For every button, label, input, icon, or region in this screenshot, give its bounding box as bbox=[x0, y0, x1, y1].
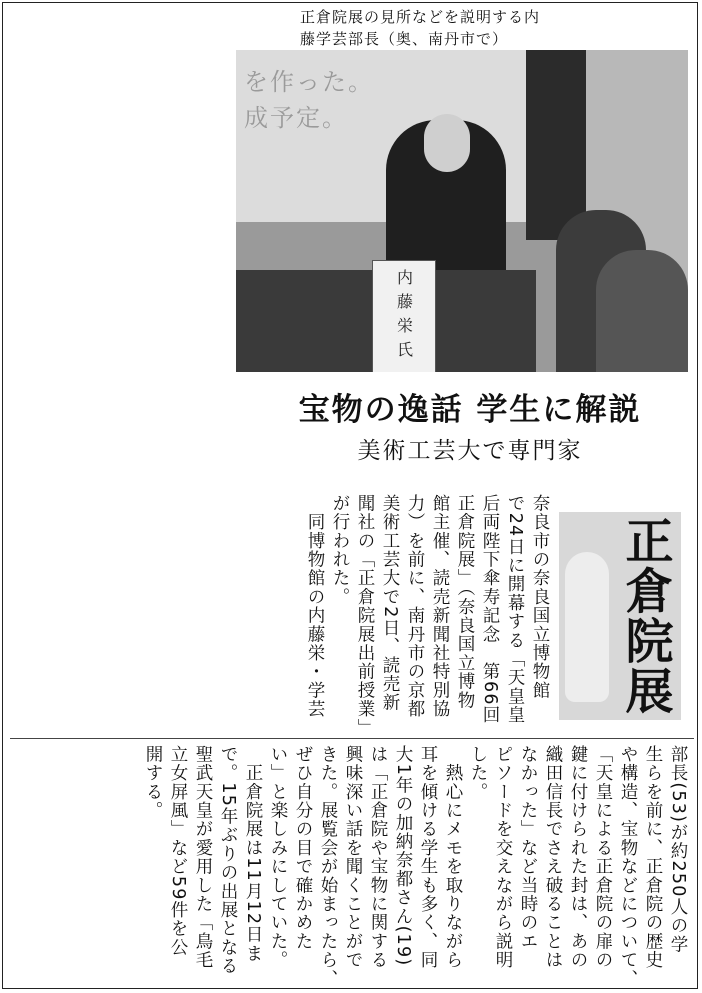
text-line: で24日に開幕する「天皇皇 bbox=[505, 494, 525, 725]
text-line: 奈良市の奈良国立博物館 bbox=[530, 494, 550, 700]
vase-icon bbox=[565, 552, 609, 702]
text-line: 興味深い話を聞くことがで bbox=[343, 745, 363, 970]
section-tag bbox=[559, 512, 681, 720]
audience-member bbox=[596, 250, 688, 372]
text-line: 部長(53)が約250人の学 bbox=[668, 745, 688, 954]
text-line: 聞社の「正倉院展出前授業」 bbox=[355, 494, 375, 738]
text-line: 大1年の加納奈都さん(19) bbox=[393, 745, 413, 967]
body-text-bottom bbox=[140, 745, 690, 989]
text-line: ピソードを交えながら説明 bbox=[493, 745, 513, 970]
subheadline: 美術工芸大で専門家 bbox=[357, 438, 583, 464]
doorway bbox=[526, 50, 586, 240]
whiteboard-line-1: を作った。 bbox=[244, 68, 374, 96]
column-divider bbox=[10, 738, 694, 739]
text-line: 后両陛下傘寿記念 第66回 bbox=[480, 494, 500, 725]
text-line: は「正倉院や宝物に関する bbox=[368, 745, 388, 970]
text-line: 正倉院展」（奈良国立博物 bbox=[455, 494, 475, 710]
text-line: 生らを前に、正倉院の歴史 bbox=[643, 745, 663, 970]
speaker-head bbox=[424, 114, 470, 172]
text-line: が行われた。 bbox=[330, 494, 350, 607]
text-line: 立女屏風」など59件を公 bbox=[168, 745, 188, 957]
name-placard: 内藤栄氏 bbox=[372, 260, 436, 372]
caption-line-1: 正倉院展の見所などを説明する内 bbox=[300, 8, 541, 26]
text-line: ぜひ自分の目で確かめた bbox=[293, 745, 313, 951]
text-line: で。15年ぶりの出展となる bbox=[218, 745, 238, 976]
text-line: 美術工芸大で2日、読売新 bbox=[380, 494, 400, 713]
photo-caption bbox=[300, 6, 600, 50]
text-line: や構造、宝物などについて、 bbox=[618, 745, 638, 989]
text-line: した。 bbox=[468, 745, 488, 802]
text-line: 熱心にメモを取りながら bbox=[443, 745, 463, 970]
text-line: 鍵に付けられた封は、あの bbox=[568, 745, 588, 970]
text-line: 聖武天皇が愛用した「鳥毛 bbox=[193, 745, 213, 970]
lecture-photo bbox=[236, 50, 688, 372]
text-line: い」と楽しみにしていた。 bbox=[268, 745, 288, 970]
text-line: 館主催、読売新聞社特別協 bbox=[430, 494, 450, 719]
text-line: きた。展覧会が始まったら、 bbox=[318, 745, 338, 989]
caption-line-2: 藤学芸部長（奥、南丹市で） bbox=[300, 30, 509, 48]
text-line: 開する。 bbox=[143, 745, 163, 820]
body-text-top bbox=[302, 494, 552, 738]
text-line: 正倉院展は11月12日ま bbox=[243, 745, 263, 963]
whiteboard-line-2: 成予定。 bbox=[244, 104, 348, 132]
text-line: なかった」など当時のエ bbox=[518, 745, 538, 951]
whiteboard-text bbox=[244, 64, 374, 136]
text-line: 耳を傾ける学生も多く、同 bbox=[418, 745, 438, 970]
text-line: 織田信長でさえ破ることは bbox=[543, 745, 563, 970]
text-line: 力）を前に、南丹市の京都 bbox=[405, 494, 425, 719]
text-line: 「天皇による正倉院の扉の bbox=[593, 745, 613, 970]
text-line: 同博物館の内藤栄・学芸 bbox=[305, 494, 325, 719]
section-tag-text: 正倉院展 bbox=[617, 516, 673, 716]
headline: 宝物の逸話 学生に解説 bbox=[298, 392, 642, 428]
